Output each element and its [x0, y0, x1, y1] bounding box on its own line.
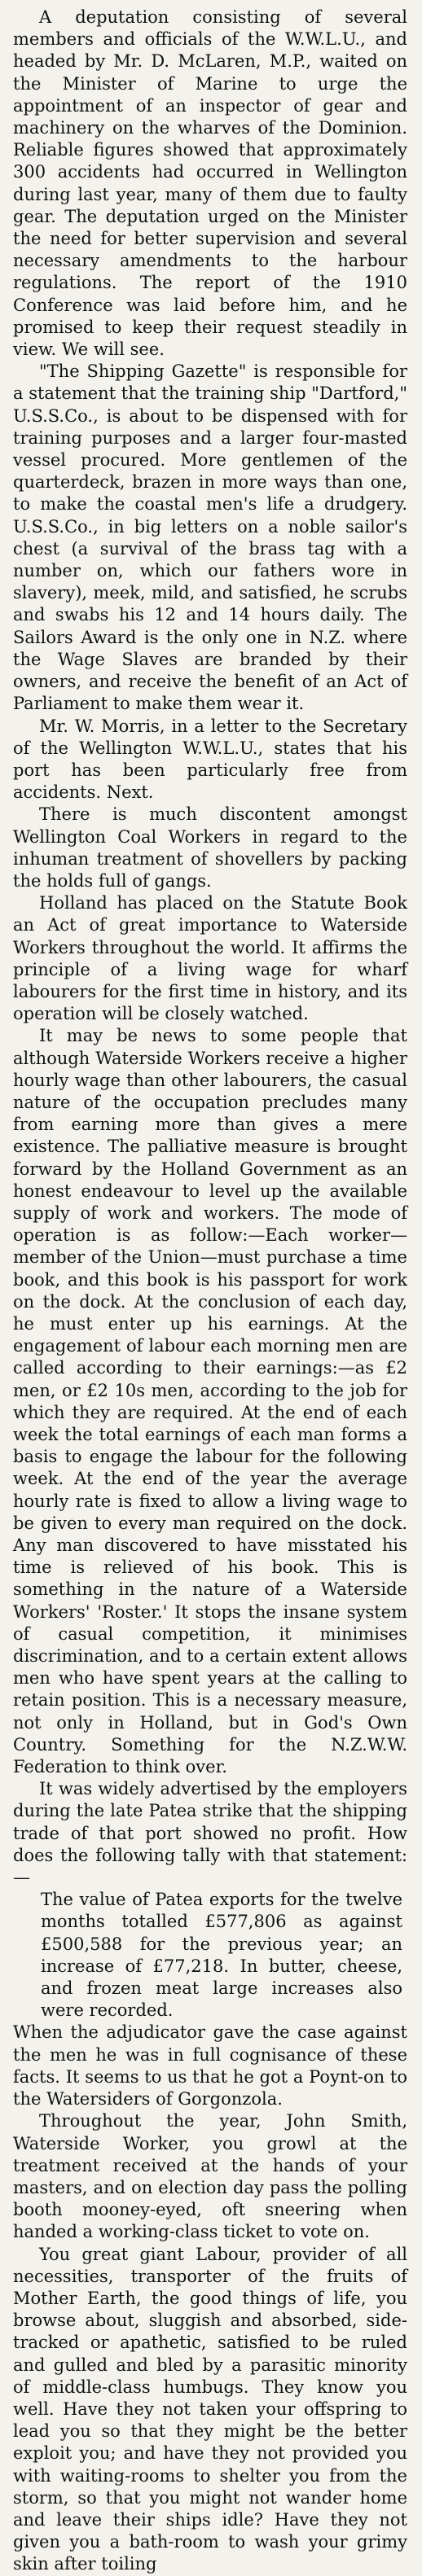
paragraph-morris-letter: Mr. W. Morris, in a letter to the Secretary of the Wellington W.W.L.U., states that his port has been particularly free from accidents. Next. — [13, 716, 407, 803]
paragraph-holland-act: Holland has placed on the Statute Book an Act of great importance to Waterside Workers throughout the world. It affirms the principle of a living wage for wharf labourers for the first time in history, and its operation will be closely watched. — [13, 893, 407, 1024]
paragraph-deputation: A deputation consisting of several members and officials of the W.W.L.U., and headed by Mr. D. McLaren, M.P., waited on the Minister of Marine to urge the appointment of an inspector of gear and machinery on the wharves of the Dominion. Reliable figures showed that approximately 300 accidents had occurred in Wellington during last year, many of them due to faulty gear. The deputation urged on the Minister the need for better supervision and several necessary amendments to the harbour regulations. The report of the 1910 Conference was laid before him, and he promised to keep their request steadily in view. We will see. — [13, 7, 407, 360]
paragraph-giant-labour: You great giant Labour, provider of all necessities, transporter of the fruits of Mother Earth, the good things of life, you browse about, sluggish and absorbed, side-tracked or apathetic, satisfied to be ruled and gulled and bled by a parasitic minority of middle-class humbugs. They know you well. Have they not taken your offspring to lead you so that they might be the better exploit you; and have they not provided you with waiting-rooms to shelter you from the storm, so that you might not wander home and leave their ships idle? Have they not given you a bath-room to wash your grimy skin after toiling — [13, 2244, 407, 2574]
paragraph-patea-strike: It was widely advertised by the employers during the late Patea strike that the shipping trade of that port showed no profit. How does the following tally with that statement:— — [13, 1779, 407, 1888]
quote-patea-exports: The value of Patea exports for the twelve months totalled £577,806 as against £500,588 for the previous year; an increase of £77,218. In butter, cheese, and frozen meat large increases also were recorded. — [41, 1890, 402, 2021]
paragraph-living-wage: It may be news to some people that although Waterside Workers receive a higher hourly wage than other labourers, the casual nature of the occupation precludes many from earning more than gives a mere existence. The palliative measure is brought forward by the Holland Government as an honest endeavour to level up the available supply of work and workers. The mode of operation is as follow:—Each worker—member of the Union—must purchase a time book, and this book is his passport for work on the dock. At the conclusion of each day, he must enter up his earnings. At the engagement of labour each morning men are called according to their earnings:—as £2 men, or £2 10s men, according to the job for which they are required. At the end of each week the total earnings of each man forms a basis to engage the labour for the following week. At the end of the year the average hourly rate is fixed to allow a living wage to be given to every man required on the dock. Any man discovered to have misstated his time is relieved of his book. This is something in the nature of a Waterside Workers' 'Roster.' It stops the insane system of casual competition, it minimises discrimination, and to a certain extent allows men who have spent years at the calling to retain position. This is a necessary measure, not only in Holland, but in God's Own Country. Something for the N.Z.W.W. Federation to think over. — [13, 1026, 407, 1777]
paragraph-shipping-gazette: "The Shipping Gazette" is responsible for a statement that the training ship "Dartford," U.S.S.Co., is about to be dispensed with for training purposes and a larger four-masted vessel procured. More gentlemen of the quarterdeck, brazen in more ways than one, to make the coastal men's life a drudgery. U.S.S.Co., in big letters on a noble sailor's chest (a survival of the brass tag with a number on, which our fathers wore in slavery), meek, mild, and satisfied, he scrubs and swabs his 12 and 14 hours daily. The Sailors Award is the only one in N.Z. where the Wage Slaves are branded by their owners, and receive the benefit of an Act of Parliament to make them wear it. — [13, 361, 407, 714]
paragraph-john-smith: Throughout the year, John Smith, Waterside Worker, you growl at the treatment received at the hands of your masters, and on election day pass the polling booth mooney-eyed, oft sneering when handed a working-class ticket to vote on. — [13, 2111, 407, 2242]
paragraph-adjudicator: When the adjudicator gave the case against the men he was in full cognisance of these facts. It seems to us that he got a Poynt-on to the Watersiders of Gorgonzola. — [13, 2022, 407, 2109]
paragraph-coal-workers: There is much discontent amongst Wellington Coal Workers in regard to the inhuman treatment of shovellers by packing the holds full of gangs. — [13, 804, 407, 891]
